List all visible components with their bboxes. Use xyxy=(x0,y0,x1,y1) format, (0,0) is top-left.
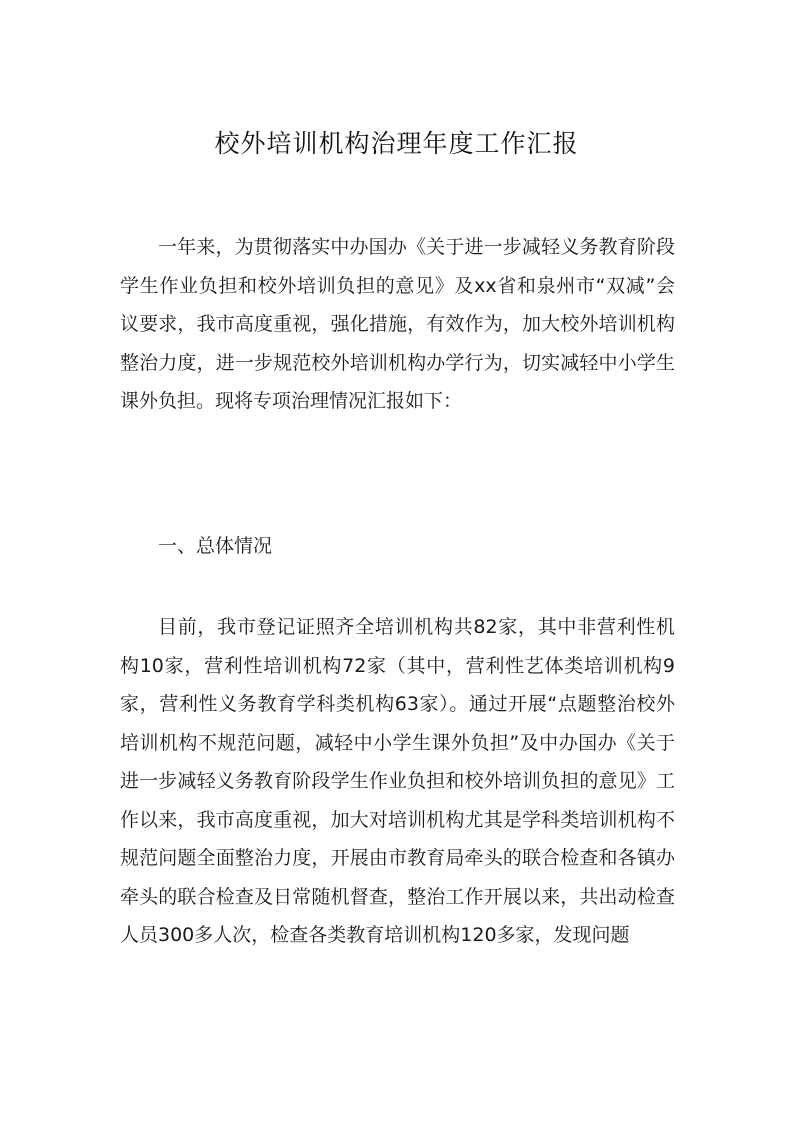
document-title: 校外培训机构治理年度工作汇报 xyxy=(214,129,579,158)
overview-paragraph: 目前，我市登记证照齐全培训机构共82家，其中非营利性机构10家，营利性培训机构72家（其中，营利性艺体类培训机构9家，营利性义务教育学科类机构63家）。通过开展“点题整治校外培训机构不规范问题，减轻中小学生课外负担”及中办国办《关于进一步减轻义务教育阶段学生作业负担和校外培训负担的意见》工作以来，我市高度重视，加大对培训机构尤其是学科类培训机构不规范问题全面整治力度，开展由市教育局牵头的联合检查和各镇办牵头的联合检查及日常随机督查，整治工作开展以来，共出动检查人员300多人次，检查各类教育培训机构120多家，发现问题 xyxy=(120,616,675,946)
section-heading: 一、总体情况 xyxy=(158,535,273,557)
intro-paragraph: 一年来，为贯彻落实中办国办《关于进一步减轻义务教育阶段学生作业负担和校外培训负担的意见》及xx省和泉州市“双减”会议要求，我市高度重视，强化措施，有效作为，加大校外培训机构整治力度，进一步规范校外培训机构办学行为，切实减轻中小学生课外负担。现将专项治理情况汇报如下： xyxy=(120,236,675,412)
